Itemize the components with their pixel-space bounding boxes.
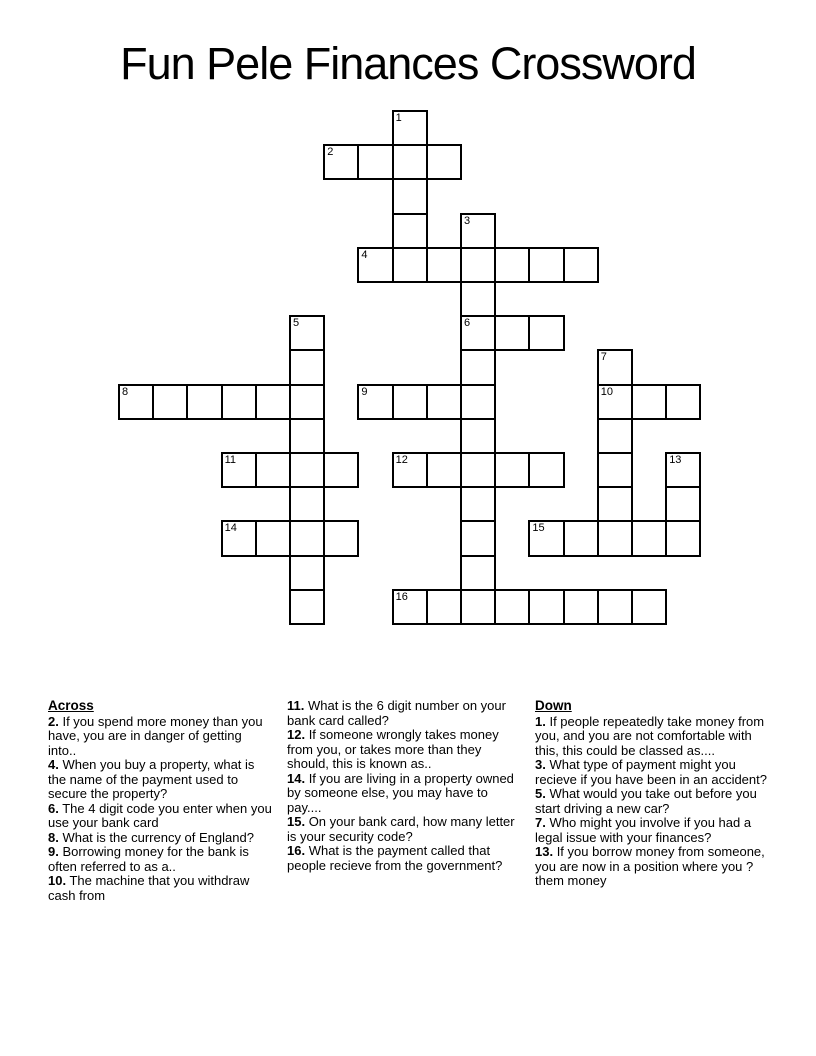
cell-number: 1 [395, 112, 402, 124]
clue-11: 11. What is the 6 digit number on your bank card called? [287, 698, 506, 728]
cell-number: 15 [532, 522, 545, 535]
grid-cell-r8c0[interactable] [118, 384, 154, 420]
page-title: Fun Pele Finances Crossword [120, 38, 696, 89]
grid-cell-r4c11[interactable] [494, 247, 530, 283]
grid-cell-r14c9[interactable] [426, 589, 462, 625]
clue-9: 9. Borrowing money for the bank is often referred to as a.. [48, 844, 249, 874]
grid-cell-r7c14[interactable] [597, 349, 633, 385]
clue-number: 13. [535, 844, 554, 859]
clue-16: 16. What is the payment called that people recieve from the government? [287, 843, 503, 873]
grid-cell-r9c10[interactable] [460, 418, 496, 454]
grid-cell-r4c12[interactable] [528, 247, 564, 283]
grid-cell-r4c10[interactable] [460, 247, 496, 283]
down-clue-list [535, 715, 775, 889]
down-clues-column [535, 699, 775, 889]
grid-cell-r1c6[interactable] [323, 144, 359, 180]
clue-7: 7. Who might you involve if you had a legal issue with your finances? [535, 815, 752, 845]
grid-cell-r11c14[interactable] [597, 486, 633, 522]
grid-cell-r4c13[interactable] [563, 247, 599, 283]
clue-3: 3. What type of payment might you recieve if you have been in an accident? [535, 757, 767, 787]
grid-cell-r6c12[interactable] [528, 315, 564, 351]
cell-number: 14 [224, 522, 237, 535]
grid-cell-r12c14[interactable] [597, 520, 633, 556]
grid-cell-r8c3[interactable] [221, 384, 257, 420]
grid-cell-r13c5[interactable] [289, 555, 325, 591]
grid-cell-r14c11[interactable] [494, 589, 530, 625]
grid-cell-r8c15[interactable] [631, 384, 667, 420]
grid-cell-r14c5[interactable] [289, 589, 325, 625]
grid-cell-r10c5[interactable] [289, 452, 325, 488]
grid-cell-r8c14[interactable] [597, 384, 633, 420]
grid-cell-r6c10[interactable] [460, 315, 496, 351]
clue-6: 6. The 4 digit code you enter when you use your bank card [48, 800, 272, 830]
grid-cell-r11c16[interactable] [665, 486, 701, 522]
grid-cell-r12c4[interactable] [255, 520, 291, 556]
clue-4: 4. When you buy a property, what is the name of the payment used to secure the property? [48, 757, 255, 801]
clue-number: 12. [287, 727, 306, 742]
grid-cell-r12c10[interactable] [460, 520, 496, 556]
grid-cell-r5c10[interactable] [460, 281, 496, 317]
grid-cell-r6c11[interactable] [494, 315, 530, 351]
grid-cell-r4c8[interactable] [392, 247, 428, 283]
grid-cell-r10c8[interactable] [392, 452, 428, 488]
grid-cell-r7c10[interactable] [460, 349, 496, 385]
grid-cell-r12c16[interactable] [665, 520, 701, 556]
clue-15: 15. On your bank card, how many letter is your security code? [287, 814, 515, 844]
grid-cell-r8c7[interactable] [357, 384, 393, 420]
clue-number: 3. [535, 757, 546, 772]
grid-cell-r1c7[interactable] [357, 144, 393, 180]
down-header: Down [535, 698, 572, 713]
cell-number: 8 [122, 385, 129, 398]
grid-cell-r8c16[interactable] [665, 384, 701, 420]
grid-cell-r12c12[interactable] [528, 520, 564, 556]
across-clues-column [48, 699, 272, 903]
cell-number: 11 [224, 454, 237, 466]
clue-10: 10. The machine that you withdraw cash from [48, 873, 250, 903]
grid-cell-r8c10[interactable] [460, 384, 496, 420]
clue-13: 13. If you borrow money from someone, you are now in a position where you ? them money [535, 844, 765, 888]
clue-number: 9. [48, 844, 59, 859]
grid-cell-r14c13[interactable] [563, 589, 599, 625]
cell-number: 4 [361, 248, 368, 261]
clue-8: 8. What is the currency of England? [48, 829, 254, 845]
cell-number: 12 [395, 454, 408, 466]
clue-number: 5. [535, 786, 546, 801]
grid-cell-r7c5[interactable] [289, 349, 325, 385]
clue-number: 7. [535, 815, 546, 830]
clue-number: 6. [48, 800, 59, 816]
grid-cell-r10c11[interactable] [494, 452, 530, 488]
clue-number: 8. [48, 829, 59, 845]
grid-cell-r14c15[interactable] [631, 589, 667, 625]
grid-cell-r11c5[interactable] [289, 486, 325, 522]
grid-cell-r1c9[interactable] [426, 144, 462, 180]
grid-cell-r0c8[interactable] [392, 110, 428, 146]
clue-12: 12. If someone wrongly takes money from you, or takes more than they should, this is known as.. [287, 727, 499, 771]
grid-cell-r14c12[interactable] [528, 589, 564, 625]
grid-cell-r8c4[interactable] [255, 384, 291, 420]
across-clue-list-2 [287, 699, 525, 873]
grid-cell-r14c8[interactable] [392, 589, 428, 625]
grid-cell-r12c15[interactable] [631, 520, 667, 556]
grid-cell-r11c10[interactable] [460, 486, 496, 522]
clue-2: 2. If you spend more money than you have, you are in danger of getting into.. [48, 713, 263, 758]
cell-number: 10 [600, 385, 614, 398]
clue-number: 14. [287, 770, 306, 786]
clue-14: 14. If you are living in a property owned by someone else, you may have to pay.... [287, 770, 514, 815]
grid-cell-r1c8[interactable] [392, 144, 428, 180]
cell-number: 2 [327, 146, 334, 159]
clue-number: 1. [535, 713, 546, 729]
clue-number: 4. [48, 757, 59, 772]
grid-cell-r10c12[interactable] [528, 452, 564, 488]
clue-number: 10. [48, 873, 67, 888]
clue-number: 16. [287, 843, 306, 858]
grid-cell-r10c14[interactable] [597, 452, 633, 488]
cell-number: 7 [600, 351, 607, 364]
grid-cell-r12c13[interactable] [563, 520, 599, 556]
across-clues-column-2 [287, 699, 525, 873]
grid-cell-r8c8[interactable] [392, 384, 428, 420]
cell-number: 6 [464, 317, 471, 330]
grid-cell-r8c2[interactable] [186, 384, 222, 420]
grid-cell-r10c10[interactable] [460, 452, 496, 488]
grid-cell-r10c9[interactable] [426, 452, 462, 488]
clue-1: 1. If people repeatedly take money from you, and you are not comfortable with this, this could be classed as.... [535, 713, 765, 758]
grid-cell-r8c5[interactable] [289, 384, 325, 420]
grid-cell-r14c10[interactable] [460, 589, 496, 625]
grid-cell-r9c5[interactable] [289, 418, 325, 454]
clue-number: 2. [48, 713, 59, 729]
grid-cell-r13c10[interactable] [460, 555, 496, 591]
grid-cell-r10c3[interactable] [221, 452, 257, 488]
grid-cell-r6c5[interactable] [289, 315, 325, 351]
grid-cell-r8c1[interactable] [152, 384, 188, 420]
grid-cell-r10c16[interactable] [665, 452, 701, 488]
grid-cell-r3c8[interactable] [392, 213, 428, 249]
grid-cell-r2c8[interactable] [392, 178, 428, 214]
across-header: Across [48, 698, 94, 713]
grid-cell-r4c7[interactable] [357, 247, 393, 283]
grid-cell-r12c5[interactable] [289, 520, 325, 556]
grid-cell-r12c3[interactable] [221, 520, 257, 556]
grid-cell-r8c9[interactable] [426, 384, 462, 420]
cell-number: 5 [293, 317, 300, 330]
across-clue-list-1 [48, 715, 272, 904]
grid-cell-r9c14[interactable] [597, 418, 633, 454]
clue-number: 15. [287, 814, 306, 829]
cell-number: 3 [464, 214, 471, 227]
clue-5: 5. What would you take out before you start driving a new car? [535, 786, 757, 816]
grid-cell-r12c6[interactable] [323, 520, 359, 556]
grid-cell-r10c4[interactable] [255, 452, 291, 488]
cell-number: 16 [395, 590, 408, 603]
grid-cell-r4c9[interactable] [426, 247, 462, 283]
cell-number: 9 [361, 385, 368, 398]
clue-number: 11. [287, 698, 305, 713]
grid-cell-r10c6[interactable] [323, 452, 359, 488]
grid-cell-r3c10[interactable] [460, 213, 496, 249]
cell-number: 13 [669, 454, 682, 466]
grid-cell-r14c14[interactable] [597, 589, 633, 625]
